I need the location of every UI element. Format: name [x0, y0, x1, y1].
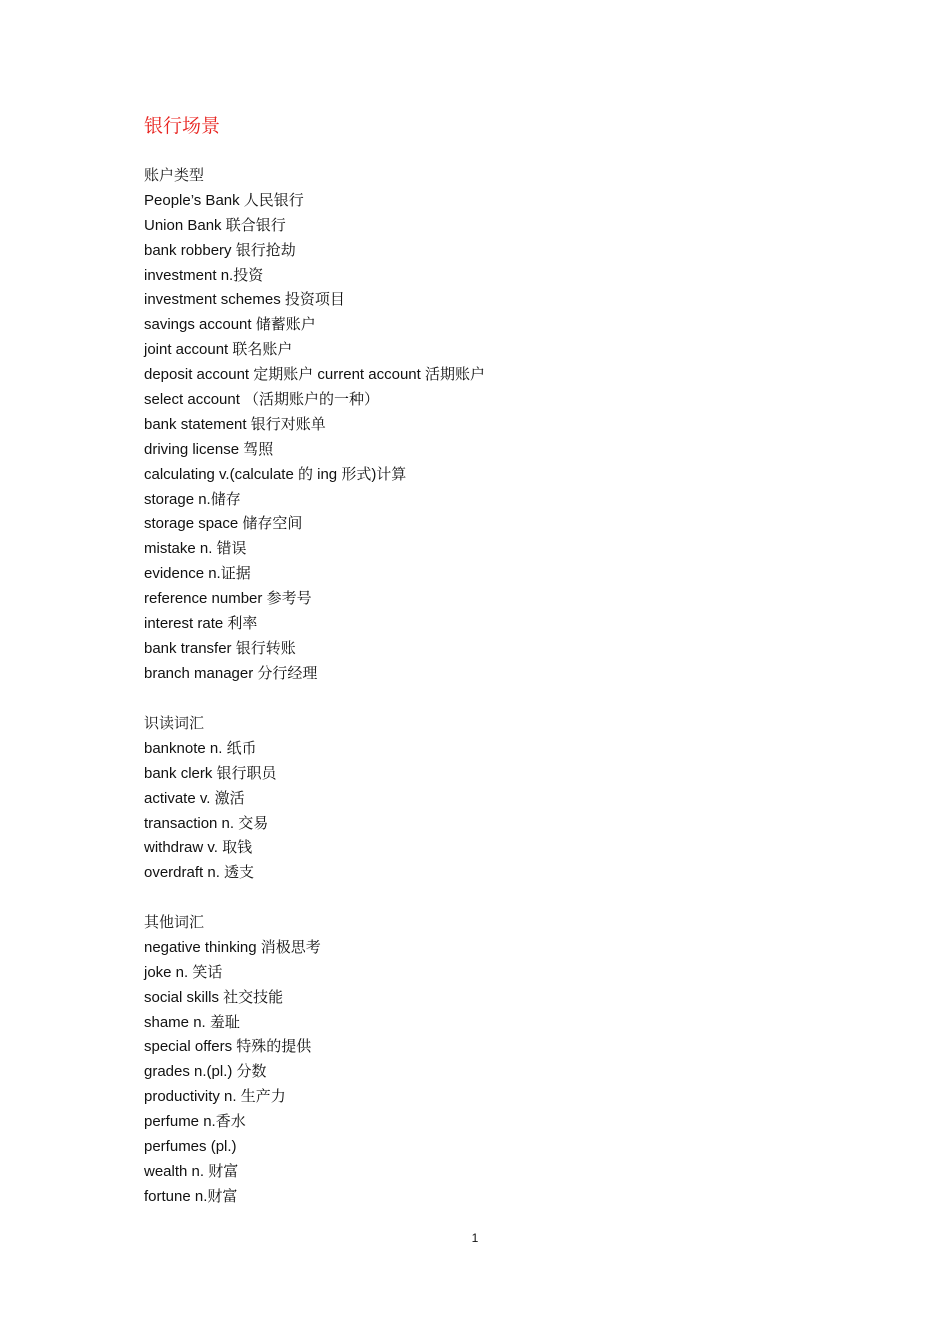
vocab-entry: perfumes (pl.) [144, 1138, 237, 1156]
section-other-vocabulary [144, 911, 864, 1210]
vocab-entry: driving license 驾照 [144, 440, 274, 458]
vocab-entry: investment n.投资 [144, 266, 264, 284]
section-account-types [144, 164, 864, 687]
section-heading: 账户类型 [144, 167, 205, 184]
vocab-entry: interest rate 利率 [144, 615, 258, 633]
vocab-entry: bank statement 银行对账单 [144, 415, 326, 433]
vocab-entry: perfume n.香水 [144, 1113, 246, 1131]
vocab-entry: banknote n. 纸币 [144, 739, 257, 757]
vocab-entry: fortune n.财富 [144, 1187, 238, 1205]
page-title: 银行场景 [144, 116, 221, 137]
vocab-entry: bank clerk 银行职员 [144, 764, 277, 782]
section-heading: 识读词汇 [144, 715, 205, 732]
vocab-entry: reference number 参考号 [144, 590, 312, 608]
vocab-entry: wealth n. 财富 [144, 1162, 239, 1180]
vocab-entry: investment schemes 投资项目 [144, 291, 345, 309]
section-heading: 其他词汇 [144, 914, 205, 931]
vocab-entry: Union Bank 联合银行 [144, 216, 286, 234]
page-number: 1 [471, 1231, 479, 1245]
vocab-entry: shame n. 羞耻 [144, 1013, 240, 1031]
vocab-entry: branch manager 分行经理 [144, 664, 318, 682]
vocab-entry: storage n.储存 [144, 490, 241, 508]
vocab-entry: productivity n. 生产力 [144, 1088, 286, 1106]
vocab-entry: calculating v.(calculate 的 ing 形式)计算 [144, 465, 407, 483]
vocab-entry: grades n.(pl.) 分数 [144, 1063, 267, 1081]
vocab-entry: bank robbery 银行抢劫 [144, 241, 296, 259]
vocab-entry: mistake n. 错误 [144, 540, 247, 558]
vocab-entry: deposit account 定期账户 current account 活期账户 [144, 366, 485, 384]
vocab-entry: storage space 储存空间 [144, 515, 303, 533]
vocab-entry: withdraw v. 取钱 [144, 839, 253, 857]
vocab-entry: joke n. 笑话 [144, 963, 223, 981]
vocab-entry: bank transfer 银行转账 [144, 639, 296, 657]
vocab-entry: activate v. 激活 [144, 789, 245, 807]
vocab-entry: People’s Bank 人民银行 [144, 191, 304, 209]
vocab-entry: social skills 社交技能 [144, 988, 284, 1006]
section-reading-vocabulary [144, 712, 864, 886]
vocab-entry: evidence n.证据 [144, 565, 251, 583]
vocab-entry: savings account 储蓄账户 [144, 316, 316, 334]
vocab-entry: overdraft n. 透支 [144, 864, 255, 882]
vocab-entry: negative thinking 消极思考 [144, 938, 321, 956]
vocab-entry: special offers 特殊的提供 [144, 1038, 312, 1056]
vocab-entry: select account （活期账户的一种） [144, 391, 380, 409]
vocab-entry: joint account 联名账户 [144, 341, 293, 359]
vocab-entry: transaction n. 交易 [144, 814, 269, 832]
